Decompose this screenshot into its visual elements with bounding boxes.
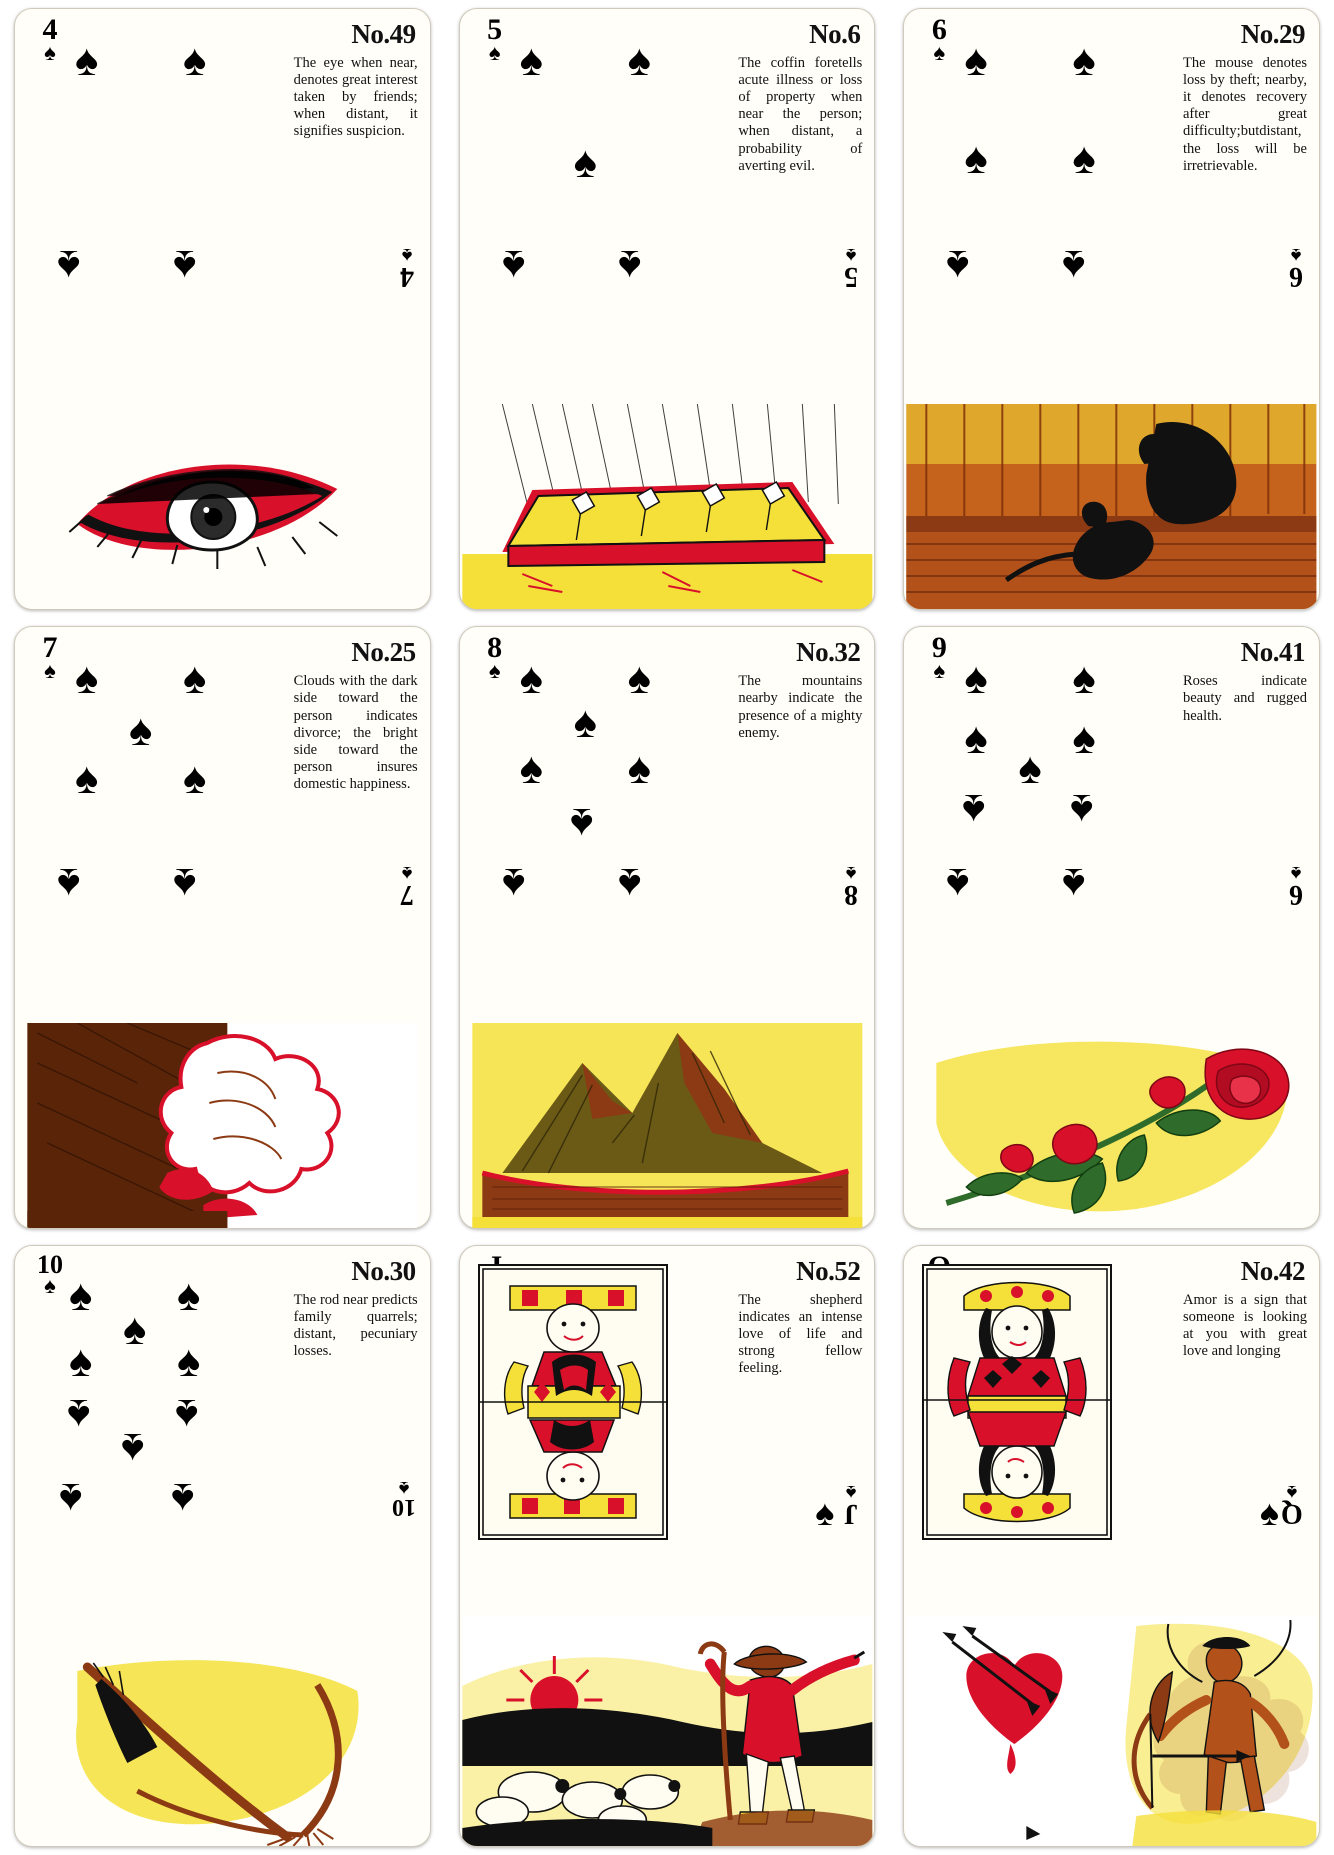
spade-icon: ♠ <box>1072 714 1096 764</box>
spade-icon: ♠ <box>573 138 598 187</box>
rank-number: 5 <box>844 261 859 292</box>
spade-icon: ♠ <box>1072 654 1096 704</box>
court-figure-jack <box>478 1264 668 1540</box>
spade-icon: ♠ <box>1259 1492 1279 1533</box>
playing-card[interactable] <box>459 626 876 1228</box>
spade-icon: ♠ <box>1286 1480 1298 1503</box>
illustration-mountains <box>460 1023 875 1228</box>
playing-card[interactable] <box>14 1245 431 1847</box>
card-description: Amor is a sign that someone is looking at you with great love and longing <box>1182 1291 1307 1359</box>
card-cell <box>445 1237 890 1855</box>
spade-icon: ♠ <box>846 1480 857 1503</box>
card-rank-corner-inverted <box>1288 862 1303 911</box>
spade-icon: ♠ <box>1018 744 1042 794</box>
rank-number: J <box>844 1497 859 1529</box>
spade-icon: ♠ <box>1062 859 1086 909</box>
card-cell <box>0 618 445 1236</box>
rank-number: Q <box>1281 1497 1303 1529</box>
spade-icon: ♠ <box>846 244 857 266</box>
spade-icon: ♠ <box>171 1473 195 1523</box>
playing-card[interactable] <box>459 8 876 610</box>
spade-icon: ♠ <box>569 799 594 849</box>
illustration-rose <box>904 1023 1319 1228</box>
spade-icon: ♠ <box>815 1492 835 1533</box>
card-rank-corner-inverted <box>844 1482 858 1527</box>
pip-field <box>904 651 1319 911</box>
spade-icon: ♠ <box>488 40 501 65</box>
pip-field <box>460 33 875 293</box>
rank-number: 4 <box>42 13 58 46</box>
rank-number: 8 <box>487 631 503 665</box>
spade-icon: ♠ <box>123 1304 147 1354</box>
spade-icon: ♠ <box>488 658 501 684</box>
card-rank-corner-inverted <box>399 862 414 911</box>
card-cell <box>889 618 1334 1236</box>
spade-icon: ♠ <box>933 658 946 684</box>
spade-icon: ♠ <box>846 862 857 885</box>
card-cell <box>445 0 890 618</box>
spade-icon: ♠ <box>75 654 99 704</box>
card-description: The shepherd indicates an intense love of life and strong fellow feeling. <box>738 1291 863 1377</box>
card-description: Clouds with the dark side toward the person indicates divorce; the bright side toward the person insures domestic happiness. <box>293 673 418 792</box>
card-number: No.49 <box>351 19 416 49</box>
spade-icon: ♠ <box>67 1389 91 1439</box>
spade-icon: ♠ <box>964 36 988 85</box>
spade-icon: ♠ <box>962 785 986 835</box>
illustration-clouds <box>15 1023 430 1228</box>
spade-icon: ♠ <box>627 654 652 704</box>
playing-card[interactable] <box>459 1245 876 1847</box>
spade-icon: ♠ <box>573 698 598 748</box>
card-description: The mouse denotes loss by theft; nearby, it denotes recovery after great difficulty;butdistant, the loss will be irretrievable. <box>1182 55 1307 174</box>
rank-number: 7 <box>399 879 414 911</box>
card-rank-corner-inverted <box>1289 245 1303 290</box>
spade-icon: ♠ <box>1072 36 1096 85</box>
card-rank-corner-inverted <box>844 245 858 290</box>
card-rank-corner-inverted <box>400 245 414 290</box>
spade-icon: ♠ <box>1070 785 1094 835</box>
spade-icon: ♠ <box>519 744 544 794</box>
card-number: No.41 <box>1240 637 1305 668</box>
playing-card[interactable] <box>903 1245 1320 1847</box>
spade-icon: ♠ <box>1072 134 1096 183</box>
spade-icon: ♠ <box>627 744 652 794</box>
illustration-coffin <box>460 404 875 609</box>
card-rank-corner-inverted <box>1281 1482 1303 1527</box>
spade-icon: ♠ <box>501 241 526 290</box>
spade-icon: ♠ <box>44 1272 56 1298</box>
spade-icon: ♠ <box>59 1473 83 1523</box>
spade-icon: ♠ <box>183 36 207 85</box>
pip-field <box>460 651 875 911</box>
card-cell <box>0 1237 445 1855</box>
spade-icon: ♠ <box>964 714 988 764</box>
card-number: No.42 <box>1240 1255 1305 1286</box>
spade-icon: ♠ <box>183 654 207 704</box>
spade-icon: ♠ <box>75 754 99 804</box>
spade-icon: ♠ <box>964 134 988 183</box>
playing-card[interactable] <box>14 626 431 1228</box>
illustration-shepherd <box>460 1616 875 1846</box>
spade-icon: ♠ <box>1290 244 1302 266</box>
spade-icon: ♠ <box>946 241 970 290</box>
spade-icon: ♠ <box>177 1336 201 1386</box>
spade-icon: ♠ <box>627 36 652 85</box>
rank-number: 9 <box>931 631 947 665</box>
spade-icon: ♠ <box>121 1423 145 1473</box>
card-rank-corner-inverted <box>844 862 859 911</box>
spade-icon: ♠ <box>177 1270 201 1320</box>
spade-icon: ♠ <box>44 658 56 684</box>
spade-icon: ♠ <box>69 1270 93 1320</box>
rank-number: 6 <box>1288 879 1303 911</box>
rank-number: 5 <box>487 13 503 46</box>
illustration-mouse <box>904 404 1319 609</box>
spade-icon: ♠ <box>75 36 99 85</box>
spade-icon: ♠ <box>617 241 642 290</box>
illustration-cupid <box>904 1616 1319 1846</box>
spade-icon: ♠ <box>44 40 56 65</box>
spade-icon: ♠ <box>964 654 988 704</box>
pip-field <box>15 1270 430 1530</box>
spade-icon: ♠ <box>519 654 544 704</box>
pip-field <box>15 651 430 911</box>
spade-icon: ♠ <box>69 1336 93 1386</box>
spade-icon: ♠ <box>173 859 197 909</box>
rank-number: 10 <box>391 1493 416 1520</box>
card-description: The coffin foretells acute illness or loss of property when near the person; when distant, a probability of averting evil. <box>738 55 863 174</box>
spade-icon: ♠ <box>173 241 197 290</box>
card-number: No.25 <box>351 637 416 668</box>
rank-number: 6 <box>931 13 947 46</box>
rank-number: 10 <box>37 1249 63 1279</box>
card-description: The eye when near, denotes great interest taken by friends; when distant, it signifies suspicion. <box>293 55 418 140</box>
spade-icon: ♠ <box>1062 241 1086 290</box>
spade-icon: ♠ <box>933 40 946 65</box>
spade-icon: ♠ <box>401 862 412 885</box>
spade-icon: ♠ <box>519 36 544 85</box>
spade-icon: ♠ <box>175 1389 199 1439</box>
rank-number: 7 <box>42 631 58 665</box>
spade-icon: ♠ <box>501 859 526 909</box>
card-number: No.30 <box>351 1255 416 1286</box>
playing-card[interactable] <box>903 626 1320 1228</box>
spade-icon: ♠ <box>57 241 81 290</box>
card-description: The mountains nearby indicate the presence of a mighty enemy. <box>738 673 863 741</box>
spade-icon: ♠ <box>129 706 153 756</box>
card-number: No.52 <box>796 1255 861 1286</box>
card-cell <box>445 618 890 1236</box>
rank-number: 8 <box>844 879 859 911</box>
card-number: No.6 <box>809 19 861 49</box>
pip-field <box>15 33 430 293</box>
spade-icon: ♠ <box>57 859 81 909</box>
card-description: The rod near predicts family quarrels; distant, pecuniary losses. <box>293 1291 418 1359</box>
illustration-rod <box>15 1641 430 1846</box>
card-number: No.32 <box>796 637 861 668</box>
spade-icon: ♠ <box>946 859 970 909</box>
card-cell <box>889 0 1334 618</box>
spade-icon: ♠ <box>398 1476 409 1499</box>
card-number: No.29 <box>1240 19 1305 49</box>
spade-icon: ♠ <box>1290 862 1302 885</box>
spade-icon: ♠ <box>401 244 412 266</box>
court-figure-queen <box>922 1264 1112 1540</box>
spade-icon: ♠ <box>617 859 642 909</box>
card-description: Roses indicate beauty and rugged health. <box>1182 673 1307 724</box>
card-rank-corner-inverted <box>392 1478 416 1519</box>
card-cell <box>0 0 445 618</box>
rank-number: 4 <box>399 261 414 292</box>
illustration-eye <box>15 404 430 609</box>
playing-card[interactable] <box>903 8 1320 610</box>
pip-field <box>904 33 1319 293</box>
spade-icon: ♠ <box>183 754 207 804</box>
playing-card[interactable] <box>14 8 431 610</box>
card-cell <box>889 1237 1334 1855</box>
rank-number: 6 <box>1288 261 1303 292</box>
